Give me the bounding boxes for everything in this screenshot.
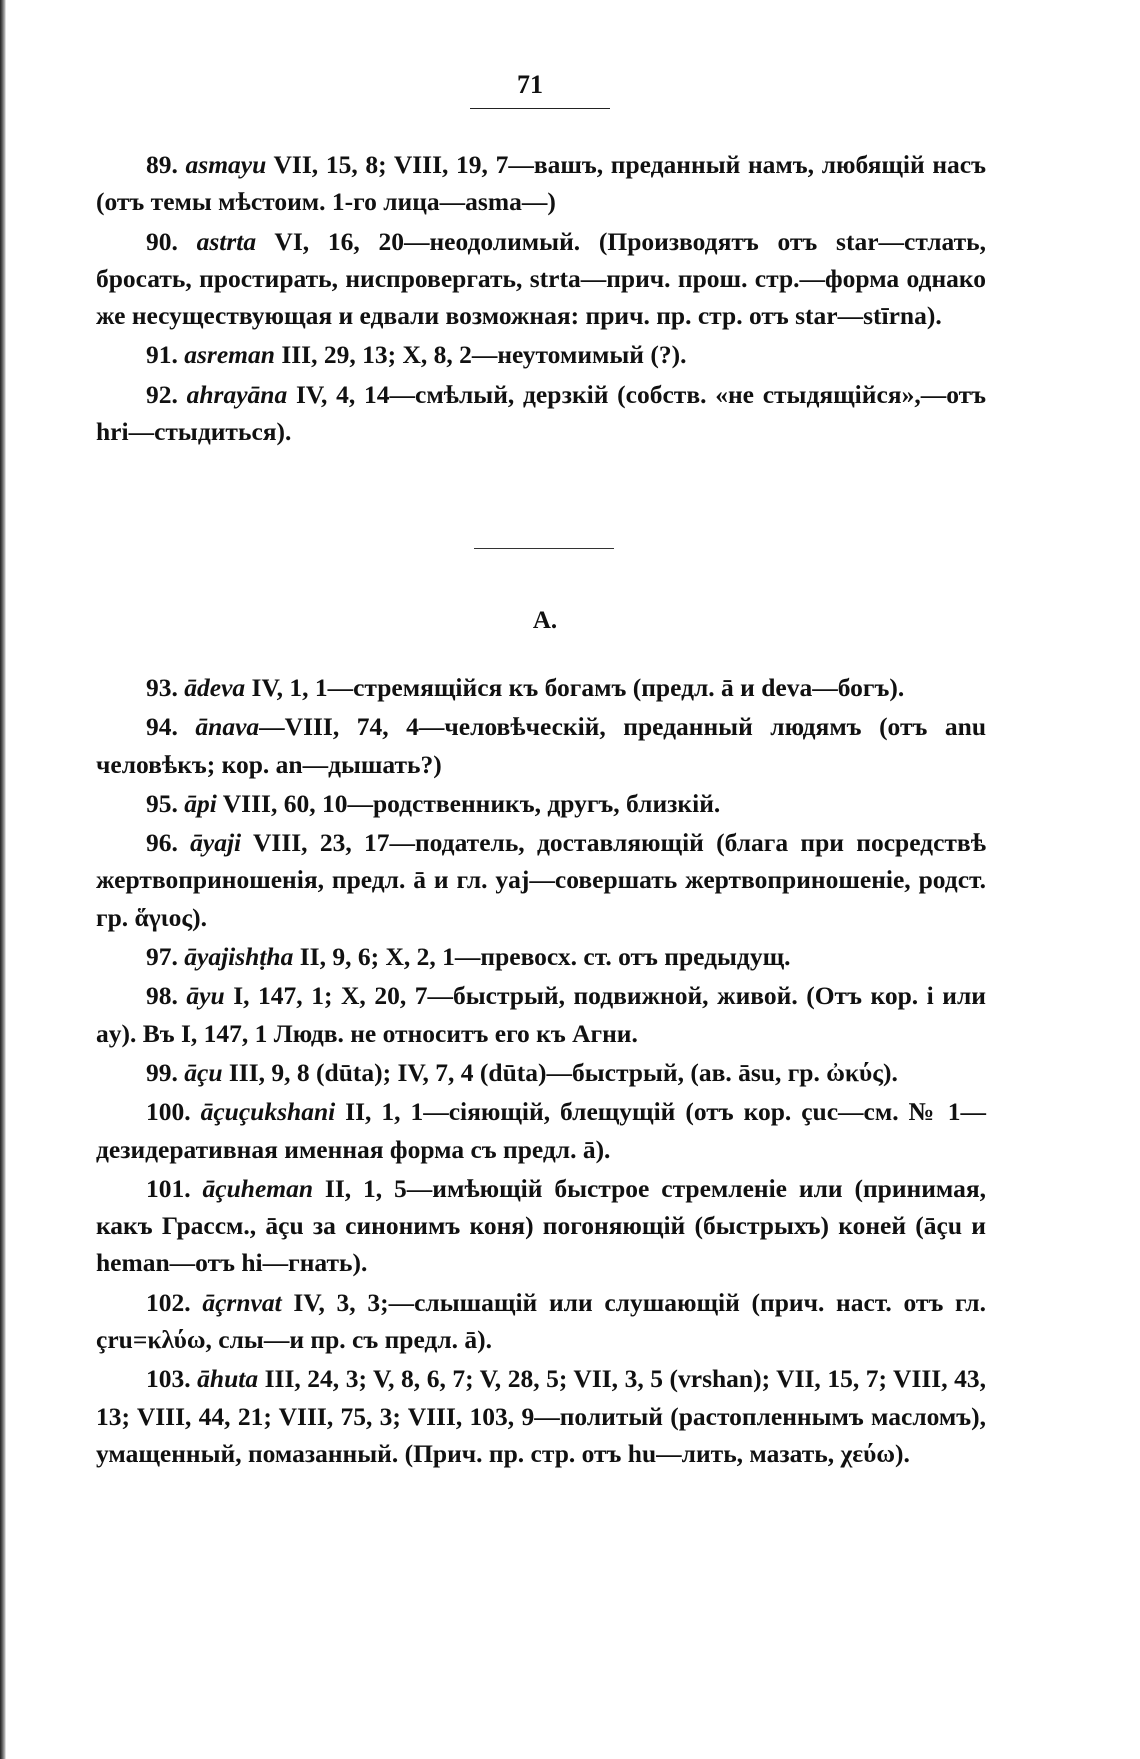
entry-text: VIII, 23, 17—податель, доставляющій (блага при посредствѣ жертвоприношенія, предл. ā и гл. yaj—совершать жертвоприношеніе, родст. гр. ἅγιος). <box>96 828 986 932</box>
entry-number: 101. <box>146 1173 191 1203</box>
page-number-rule <box>470 108 610 109</box>
entry-number: 92. <box>146 379 178 409</box>
dictionary-entry <box>96 1284 986 1359</box>
section-letter: A. <box>532 607 558 634</box>
dictionary-entry <box>96 708 986 783</box>
entry-number: 100. <box>146 1097 191 1127</box>
entry-headword: āyu <box>186 981 225 1011</box>
section-separator <box>474 548 614 549</box>
dictionary-entry <box>96 669 986 706</box>
entry-headword: āçrnvat <box>202 1287 282 1317</box>
entry-text: III, 29, 13; X, 8, 2—неутомимый (?). <box>274 340 687 370</box>
entry-headword: āpi <box>184 788 217 818</box>
entry-headword: āçuheman <box>202 1173 314 1203</box>
entry-number: 94. <box>146 712 178 742</box>
entry-number: 95. <box>146 788 178 818</box>
entry-number: 90. <box>146 226 178 256</box>
entries-bottom <box>96 669 986 1474</box>
dictionary-entry <box>96 1360 986 1472</box>
dictionary-entry <box>96 1093 986 1168</box>
dictionary-entry <box>96 824 986 936</box>
entry-text: III, 24, 3; V, 8, 6, 7; V, 28, 5; VII, 3, 5 (vrshan); VII, 15, 7; VIII, 43, 13; VIII, 44, 21; VIII, 75, 3; VIII, 103, 9—политый (растопленнымъ масломъ), умащенный, помазанный. (Прич. пр. стр. отъ hu—лить, мазать, χεύω). <box>96 1364 987 1468</box>
entry-number: 98. <box>146 981 178 1011</box>
entry-number: 91. <box>146 340 178 370</box>
entry-number: 102. <box>146 1287 191 1317</box>
entry-number: 99. <box>146 1057 178 1087</box>
dictionary-entry <box>96 977 986 1052</box>
entry-number: 97. <box>146 942 178 972</box>
page-edge-shadow <box>0 0 6 1759</box>
entry-headword: āhuta <box>197 1364 259 1394</box>
dictionary-entry <box>96 1054 986 1091</box>
entry-text: IV, 1, 1—стремящійся къ богамъ (предл. ā и deva—богъ). <box>245 673 905 702</box>
entry-headword: āçuçukshani <box>200 1097 336 1127</box>
entry-text: III, 9, 8 (dūta); IV, 7, 4 (dūta)—быстрый, (ав. āsu, гр. ὠκύς). <box>222 1057 898 1087</box>
dictionary-entry <box>96 223 986 335</box>
entry-headword: ahrayāna <box>186 379 288 409</box>
entry-text: II, 9, 6; X, 2, 1—превосх. ст. отъ предыдущ. <box>293 942 791 972</box>
entry-number: 96. <box>146 828 178 858</box>
entries-top <box>96 146 986 452</box>
dictionary-entry <box>96 336 986 373</box>
entry-headword: asreman <box>184 340 275 370</box>
entry-headword: astrta <box>196 226 257 256</box>
dictionary-entry <box>96 1170 986 1282</box>
entry-headword: ānava <box>195 712 260 742</box>
dictionary-entry <box>96 785 986 822</box>
entry-text: VII, 15, 8; VIII, 19, 7—вашъ, преданный намъ, любящій насъ (отъ темы мѣстоим. 1-го лица—asma—) <box>96 150 986 217</box>
entry-headword: āyajishṭha <box>184 942 294 972</box>
entry-number: 93. <box>146 673 178 702</box>
entry-text: II, 1, 5—имѣющій быстрое стремленіе или (принимая, какъ Грассм., āçu за синонимъ коня) погоняющій (быстрыхъ) коней (āçu и heman—отъ hi—гнать). <box>96 1173 987 1278</box>
entry-text: —VIII, 74, 4—человѣческій, преданный людямъ (отъ anu человѣкъ; кор. an—дышать?) <box>96 712 987 779</box>
entry-number: 89. <box>146 150 178 179</box>
dictionary-entry <box>96 376 986 451</box>
entry-text: VI, 16, 20—неодолимый. (Производятъ отъ star—стлать, бросать, простирать, ниспровергать, strta—прич. прош. стр.—форма однако же несуществующая и едвали возможная: прич. пр. стр. отъ star—stīrna). <box>96 226 986 331</box>
entry-text: II, 1, 1—сіяющій, блещущій (отъ кор. çuc—см. № 1—дезидеративная именная форма съ предл. ā). <box>96 1097 986 1164</box>
page-number: 71 <box>517 70 543 99</box>
dictionary-entry <box>96 938 986 975</box>
entry-text: I, 147, 1; X, 20, 7—быстрый, подвижной, живой. (Отъ кор. i или ay). Въ I, 147, 1 Людв. не относитъ его къ Агни. <box>96 981 986 1048</box>
dictionary-entry <box>96 146 986 221</box>
entry-headword: āyaji <box>190 828 242 858</box>
entry-headword: āçu <box>184 1057 223 1087</box>
entry-text: IV, 3, 3;—слышащій или слушающій (прич. наст. отъ гл. çru=κλύω, слы—и пр. съ предл. ā). <box>96 1287 986 1355</box>
entry-headword: ādeva <box>184 673 246 702</box>
entry-text: VIII, 60, 10—родственникъ, другъ, близкій. <box>216 788 721 818</box>
entry-headword: asmayu <box>185 150 267 179</box>
entry-number: 103. <box>146 1364 191 1394</box>
entry-text: IV, 4, 14—смѣлый, дерзкій (собств. «не стыдящійся»,—отъ hri—стыдиться). <box>96 379 987 447</box>
